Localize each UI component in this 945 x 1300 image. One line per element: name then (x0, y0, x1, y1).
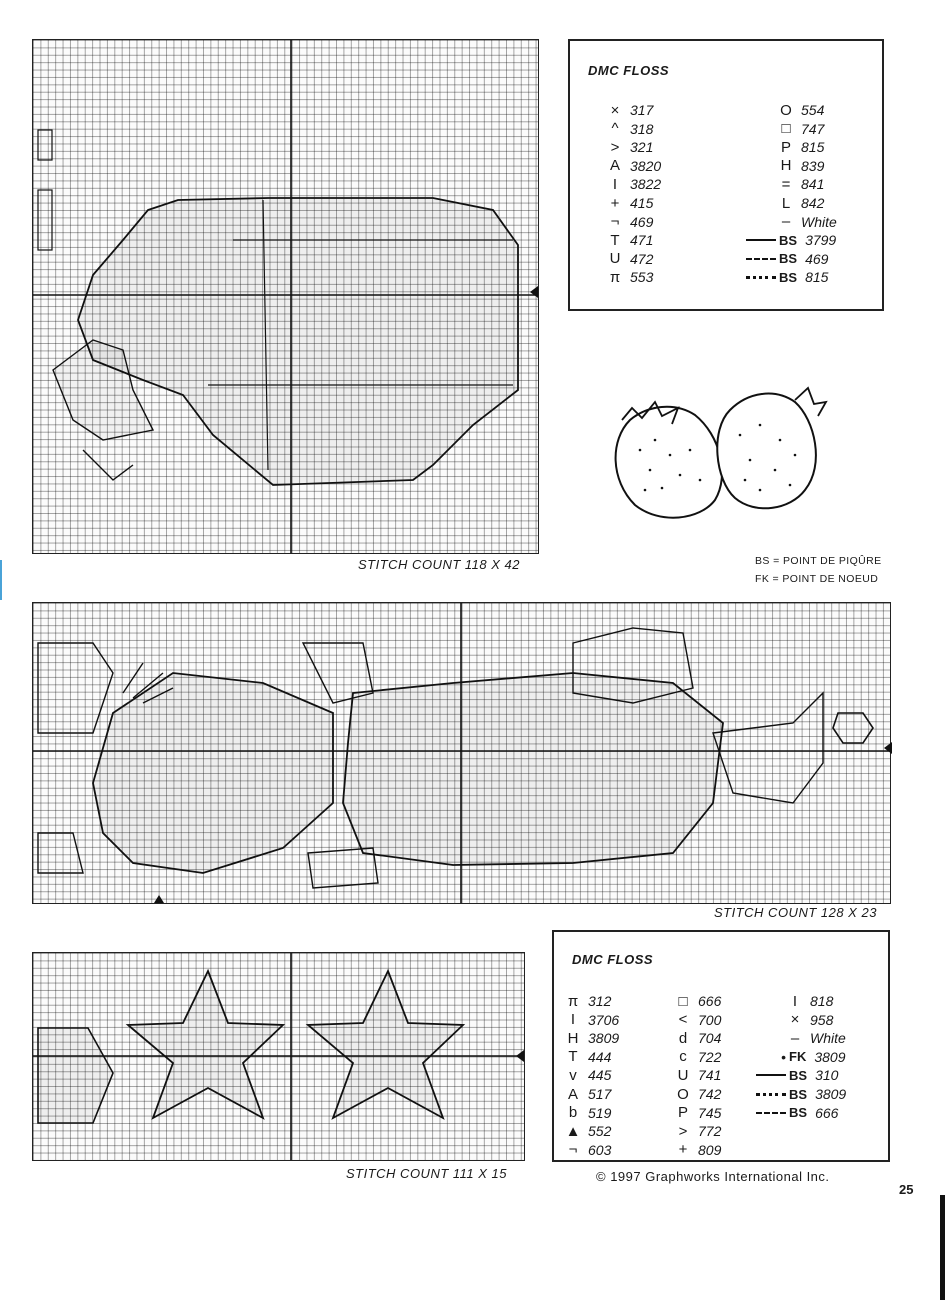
floss-key-row (756, 1048, 846, 1066)
floss-key-row (672, 1029, 721, 1047)
stitch-type-label: BS (779, 269, 798, 285)
chart-2-stitch-count: STITCH COUNT 128 X 23 (714, 905, 877, 920)
floss-key-row (672, 992, 721, 1010)
floss-key-row (604, 231, 653, 249)
chart-symbol: – (781, 213, 791, 231)
floss-key-row (672, 1141, 721, 1159)
chart-symbol: T (610, 231, 620, 249)
stitch-notes (755, 552, 882, 588)
chart-symbol: c (679, 1048, 687, 1066)
floss-key-row (775, 101, 824, 119)
chart-symbol: H (567, 1029, 579, 1047)
floss-key-row (604, 268, 653, 286)
floss-number: 666 (698, 993, 722, 1009)
floss-number: 958 (810, 1011, 834, 1028)
floss-key-row (746, 268, 828, 286)
floss-number: 312 (588, 993, 612, 1009)
chart-symbol: I (612, 175, 618, 193)
floss-number: 444 (588, 1048, 612, 1065)
floss-key-row (604, 138, 653, 156)
floss-number: 742 (698, 1086, 722, 1102)
chart-symbol: × (610, 101, 620, 119)
chart-symbol: d (678, 1029, 688, 1047)
floss-key-row (672, 1048, 721, 1066)
floss-number: 815 (801, 139, 825, 156)
chart-symbol: < (678, 1011, 688, 1029)
floss-key-row (562, 1048, 611, 1066)
floss-key-row (775, 175, 824, 193)
chart-symbol: v (569, 1066, 577, 1084)
floss-key-row (672, 1066, 721, 1084)
floss-key-row (672, 1085, 721, 1103)
chart-symbol: P (780, 138, 791, 156)
floss-number: 3799 (805, 232, 837, 249)
chart-symbol: > (610, 138, 620, 156)
floss-number: 603 (588, 1141, 612, 1158)
chart-2-center-arrow-bottom (154, 895, 164, 903)
floss-key-row (775, 213, 837, 231)
chart-symbol: ^ (611, 120, 619, 138)
floss-number: 722 (698, 1048, 722, 1065)
floss-number: 809 (698, 1141, 722, 1158)
floss-key-row (562, 1085, 611, 1103)
floss-key-row (604, 194, 653, 212)
chart-symbol: T (568, 1048, 578, 1066)
floss-key-row (672, 1104, 721, 1122)
floss-key-row (756, 1085, 846, 1103)
floss-key-row (784, 1029, 846, 1047)
floss-number: 445 (588, 1067, 612, 1084)
dmc-key-2-title: DMC FLOSS (572, 952, 654, 967)
floss-number: White (810, 1030, 846, 1047)
floss-number: 415 (630, 195, 654, 211)
floss-number: 471 (630, 232, 654, 249)
floss-number: 310 (815, 1067, 839, 1084)
floss-number: 741 (698, 1067, 722, 1084)
backstitch-line-icon (756, 1093, 786, 1096)
note-fk: FK = POINT DE NOEUD (755, 573, 879, 585)
chart-3-motif (33, 953, 524, 1160)
floss-key-row (562, 1122, 611, 1140)
chart-2-grid (33, 603, 890, 903)
floss-key-row (756, 1066, 838, 1084)
floss-number: 552 (588, 1123, 612, 1140)
floss-number: 318 (630, 120, 654, 137)
copyright-notice: © 1997 Graphworks International Inc. (596, 1169, 830, 1184)
floss-number: 472 (630, 250, 654, 267)
strawberry-illustration (600, 380, 840, 530)
floss-number: 321 (630, 139, 654, 156)
floss-key-row (562, 1141, 611, 1159)
floss-key-row (775, 157, 824, 175)
floss-key-row (562, 1011, 619, 1029)
chart-symbol: π (609, 268, 621, 286)
floss-key-row (775, 194, 824, 212)
floss-number: 666 (815, 1104, 839, 1121)
page-number: 25 (899, 1182, 914, 1197)
floss-key-row (562, 992, 611, 1010)
french-knot-icon: • (781, 1048, 786, 1065)
floss-key-row (604, 157, 661, 175)
backstitch-line-icon (756, 1112, 786, 1114)
floss-key-row (604, 120, 653, 138)
dmc-key-2 (552, 930, 890, 1162)
floss-number: 317 (630, 102, 654, 118)
backstitch-line-icon (746, 276, 776, 279)
chart-symbol: I (792, 992, 798, 1010)
note-bs: BS = POINT DE PIQÛRE (755, 555, 882, 567)
floss-number: 700 (698, 1011, 722, 1028)
floss-key-row (562, 1104, 611, 1122)
dmc-key-1 (568, 39, 884, 311)
floss-key-row (562, 1029, 619, 1047)
floss-number: 842 (801, 195, 825, 211)
chart-symbol: ▲ (565, 1122, 581, 1140)
floss-number: 3809 (815, 1086, 847, 1102)
chart-symbol: = (781, 175, 791, 193)
floss-number: 3809 (588, 1030, 620, 1047)
chart-2-motif (33, 603, 890, 903)
chart-symbol: × (790, 1011, 800, 1029)
floss-number: 841 (801, 176, 825, 193)
chart-symbol: U (677, 1066, 689, 1084)
chart-symbol: A (609, 157, 620, 175)
floss-key-row (775, 120, 824, 138)
backstitch-line-icon (746, 258, 776, 260)
floss-key-row (746, 250, 828, 268)
chart-symbol: O (780, 101, 792, 119)
chart-symbol: + (678, 1141, 688, 1159)
floss-key-row (756, 1104, 838, 1122)
backstitch-line-icon (746, 239, 776, 241)
floss-number: 704 (698, 1030, 722, 1047)
floss-number: 554 (801, 102, 825, 118)
binding-edge (940, 1195, 945, 1300)
floss-number: 517 (588, 1086, 612, 1102)
chart-symbol: O (677, 1085, 689, 1103)
chart-symbol: □ (678, 992, 688, 1010)
floss-number: 745 (698, 1104, 722, 1121)
floss-key-row (775, 138, 824, 156)
chart-symbol: H (780, 157, 792, 175)
floss-key-row (672, 1011, 721, 1029)
floss-key-row (604, 101, 653, 119)
dmc-key-1-title: DMC FLOSS (588, 63, 670, 78)
floss-key-row (604, 213, 653, 231)
chart-symbol: P (677, 1104, 688, 1122)
stitch-type-label: BS (779, 232, 798, 248)
floss-key-row (784, 1011, 833, 1029)
chart-1-motif (33, 40, 538, 553)
chart-3-center-arrow (516, 1050, 524, 1062)
chart-symbol: + (610, 194, 620, 212)
backstitch-line-icon (756, 1074, 786, 1076)
floss-key-row (604, 250, 653, 268)
chart-symbol: U (609, 250, 621, 268)
floss-key-row (784, 992, 833, 1010)
chart-symbol: A (567, 1085, 578, 1103)
page-edge-mark (0, 560, 2, 600)
floss-number: 553 (630, 269, 654, 286)
chart-1-grid (33, 40, 538, 553)
floss-number: 3809 (814, 1048, 846, 1065)
floss-number: 469 (630, 213, 654, 230)
floss-number: 815 (805, 269, 829, 286)
chart-symbol: ¬ (568, 1141, 578, 1159)
floss-number: 469 (805, 250, 829, 267)
floss-number: White (801, 213, 837, 230)
floss-key-row (746, 231, 836, 249)
floss-number: 519 (588, 1104, 612, 1121)
floss-number: 818 (810, 993, 834, 1009)
stitch-type-label: FK (789, 1049, 807, 1065)
chart-3-stitch-count: STITCH COUNT 111 X 15 (346, 1166, 507, 1181)
chart-symbol: □ (781, 120, 791, 138)
stitch-type-label: BS (789, 1105, 808, 1121)
floss-number: 3822 (630, 176, 662, 193)
floss-key-row (562, 1066, 611, 1084)
stitch-type-label: BS (789, 1067, 808, 1083)
chart-symbol: b (568, 1104, 578, 1122)
stitch-type-label: BS (779, 251, 798, 267)
chart-symbol: π (567, 992, 579, 1010)
chart-2-center-arrow-right (884, 742, 892, 754)
floss-number: 3820 (630, 157, 662, 174)
floss-number: 839 (801, 157, 825, 174)
chart-1-stitch-count: STITCH COUNT 118 X 42 (358, 557, 520, 572)
floss-key-row (672, 1122, 721, 1140)
chart-symbol: > (678, 1122, 688, 1140)
floss-number: 772 (698, 1123, 722, 1140)
floss-number: 747 (801, 120, 825, 137)
chart-1-center-arrow (530, 286, 538, 298)
stitch-type-label: BS (789, 1086, 808, 1102)
chart-symbol: I (570, 1011, 576, 1029)
floss-number: 3706 (588, 1011, 620, 1028)
chart-symbol: – (790, 1029, 800, 1047)
chart-symbol: L (781, 194, 791, 212)
chart-3-grid (33, 953, 524, 1160)
floss-key-row (604, 175, 661, 193)
chart-symbol: ¬ (610, 213, 620, 231)
